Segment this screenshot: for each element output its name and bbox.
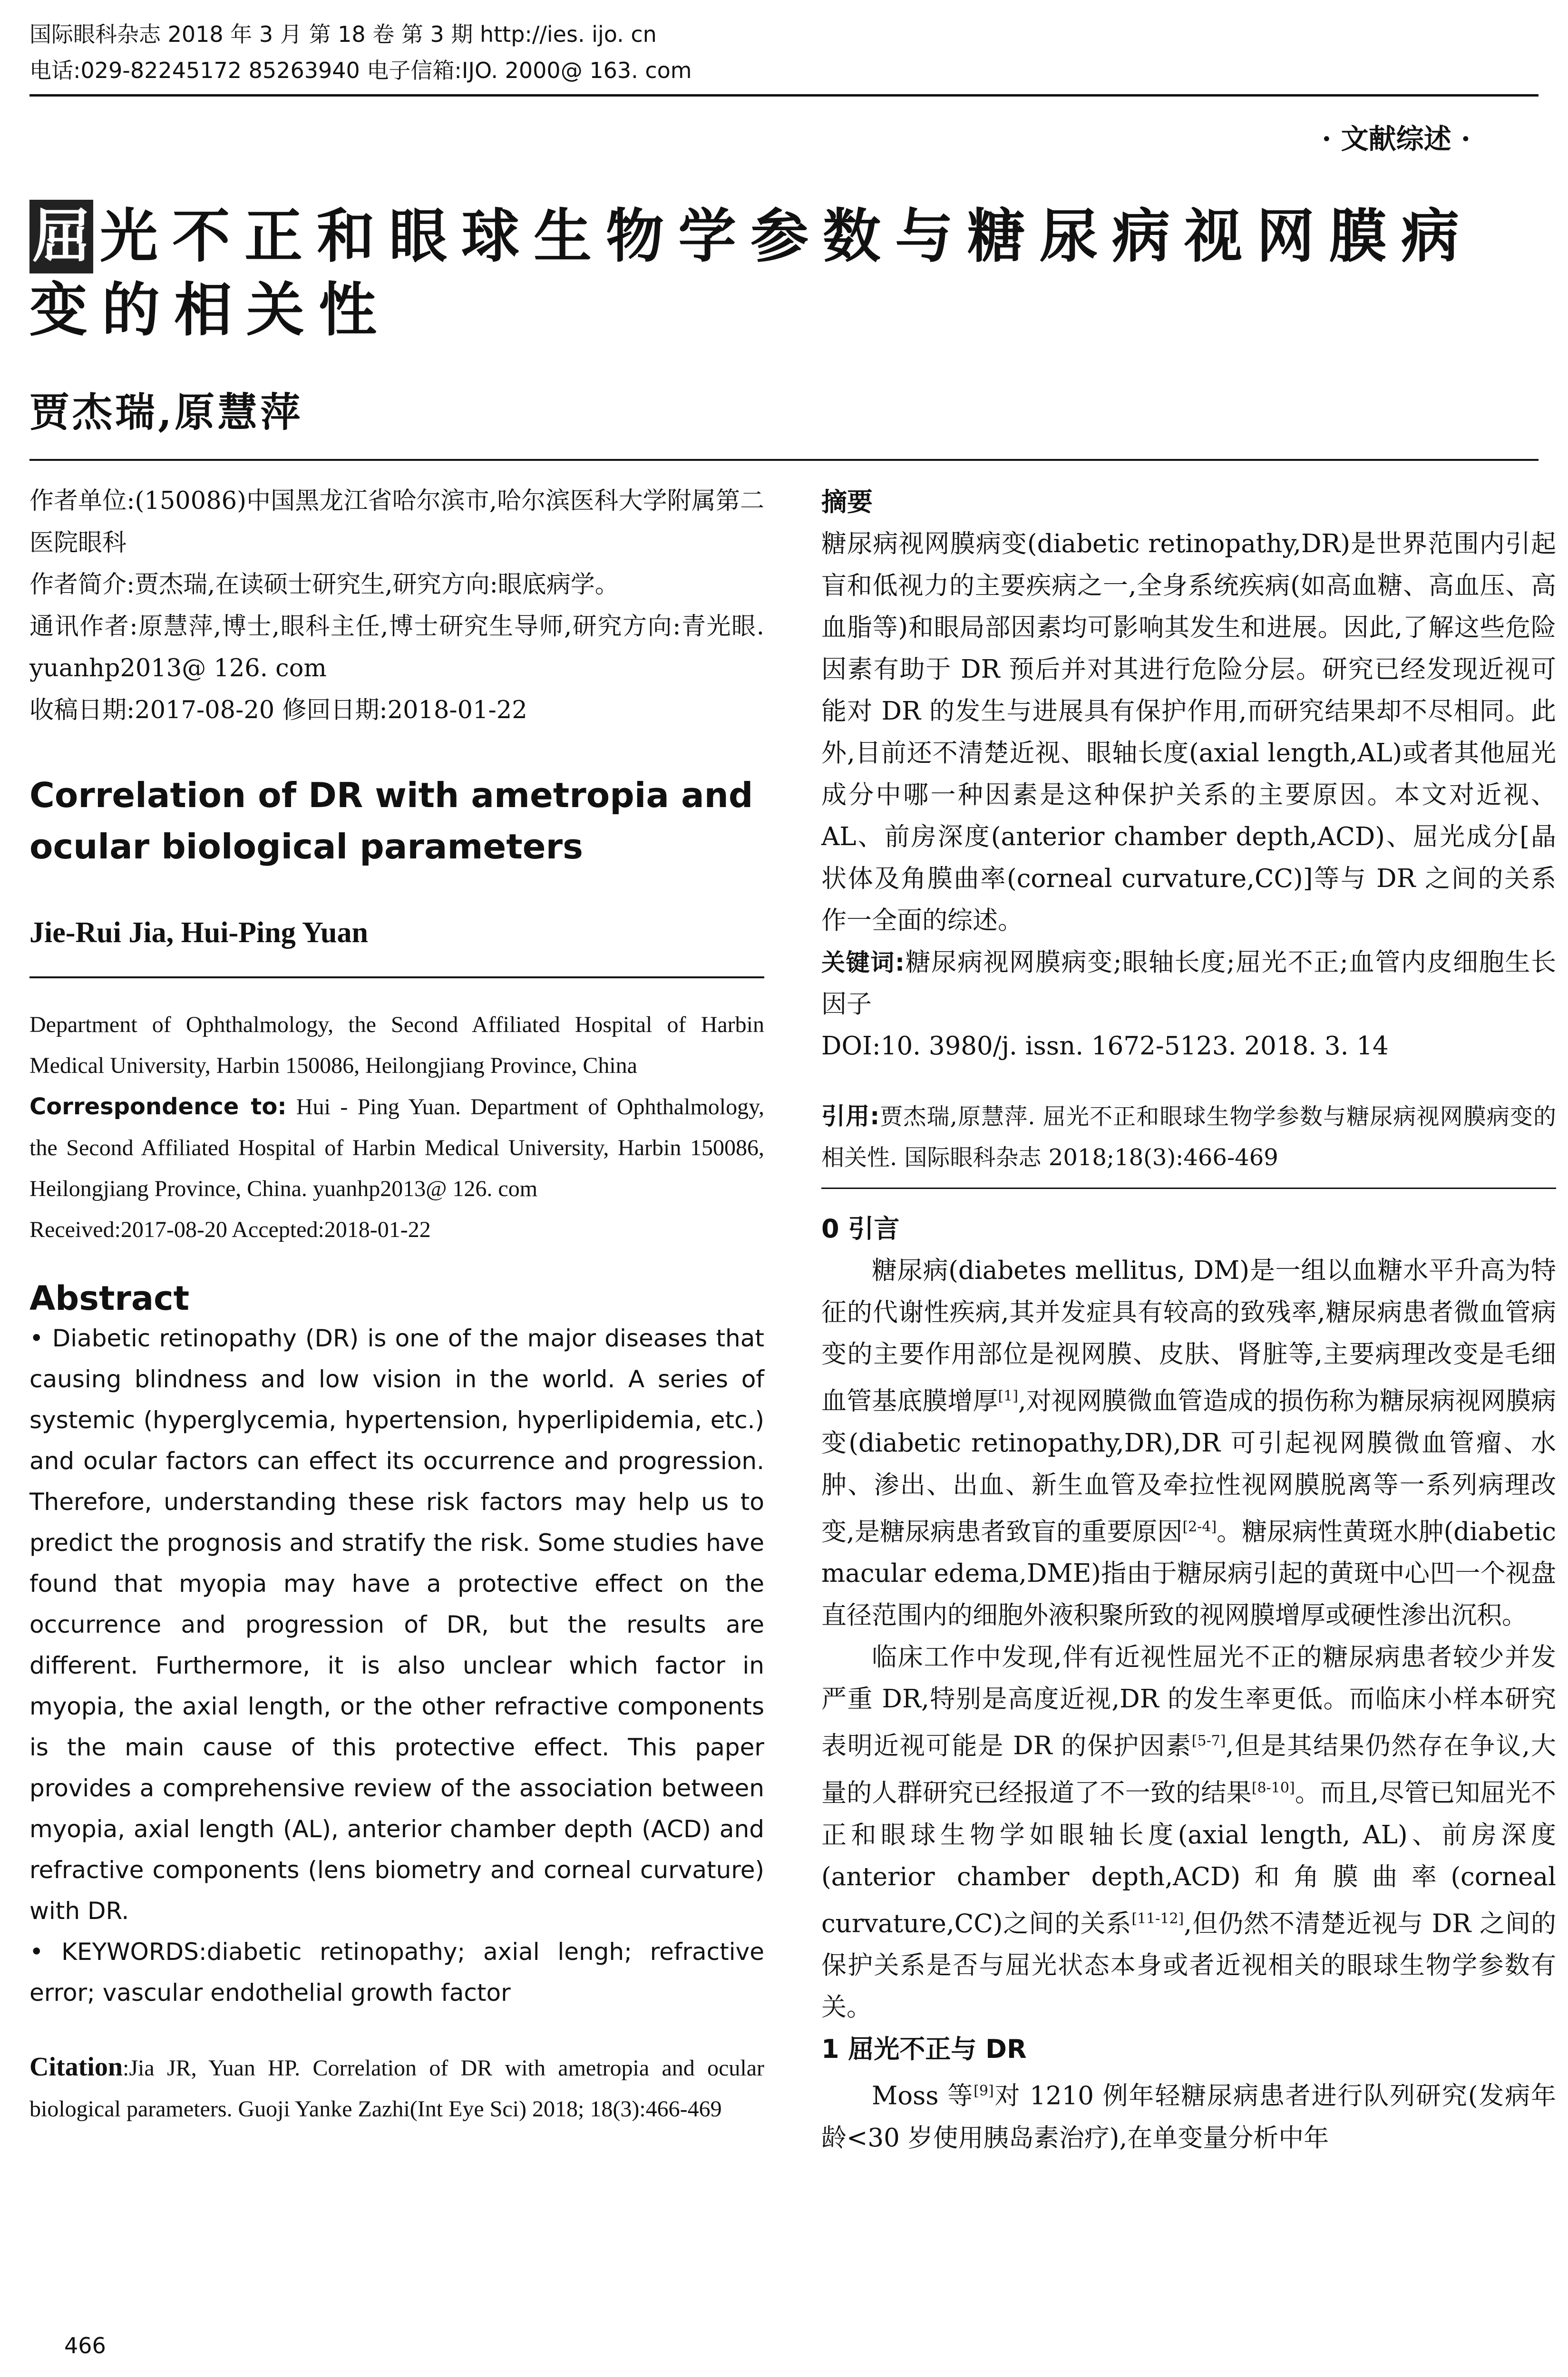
title-rest: 光不正和眼球生物学参数与糖尿病视网膜病变的相关性 — [29, 203, 1473, 344]
ref-2: [2-4] — [1182, 1518, 1217, 1535]
abstract-cn: 糖尿病视网膜病变(diabetic retinopathy,DR)是世界范围内引起盲和低视力的主要疾病之一,全身系统疾病(如高血糖、高血压、高血脂等)和眼局部因素均可影响其发生和进展。因此,了解这些危险因素有助于 DR 预后并对其进行危险分层。研究已经发现近视可能对 DR 的发生与进展具有保护作用,而研究结果却不尽相同。此外,目前还不清楚近视、眼轴长度(axial length,AL)或者其他屈光成分中哪一种因素是这种保护关系的主要原因。本文对近视、AL、前房深度(anterior chamber depth,ACD)、屈光成分[晶状体及角膜曲率(corneal curvature,CC)]等与 DR 之间的关系作一全面的综述。 — [821, 529, 1556, 935]
department-en: Department of Ophthalmology, the Second Affiliated Hospital of Harbin Medical University, Harbin 150086, Heilongjiang Province, China — [29, 1012, 764, 1078]
section1-heading: 1 屈光不正与 DR — [821, 2034, 1027, 2065]
right-column — [821, 481, 1556, 2159]
correspondence-text: Hui - Ping Yuan. Department of Ophthalmology, the Second Affiliated Hospital of Harbin Medical University, Harbin 150086, Heilongjiang Province, China. yuanhp2013@ 126. com — [29, 1094, 764, 1201]
journal-header-line1: 国际眼科杂志 2018 年 3 月 第 18 卷 第 3 期 http://ies. ijo. cn — [29, 21, 657, 47]
citation-label: Citation — [29, 2052, 123, 2082]
abstract-en: • Diabetic retinopathy (DR) is one of the major diseases that causing blindness and low vision in the world. A series of systemic (hyperglycemia, hypertension, hyperlipidemia, etc.) and ocular factors can effect its occurrence and progression. Therefore, understanding these risk factors may help us to predict the prognosis and stratify the risk. Some studies have found that myopia may have a protective effect on the occurrence and progression of DR, but the results are different. Furthermore, it is also unclear which factor in myopia, the axial length, or the other refractive components is the main cause of this protective effect. This paper provides a comprehensive review of the association between myopia, axial length (AL), anterior chamber depth (ACD) and refractive components (lens biometry and corneal curvature) with DR. — [29, 1325, 764, 1925]
authors-cn: 贾杰瑞,原慧萍 — [29, 389, 303, 436]
abstract-cn-heading: 摘要 — [821, 487, 873, 517]
ref-3: [5-7] — [1191, 1733, 1226, 1750]
paper-title — [29, 200, 1537, 347]
corresponding-author: 通讯作者:原慧萍,博士,眼科主任,博士研究生导师,研究方向:青光眼. yuanhp2013@ 126. com — [29, 613, 764, 682]
header-rule — [29, 94, 1539, 97]
intro-paragraph-2: 临床工作中发现,伴有近视性屈光不正的糖尿病患者较少并发严重 DR,特别是高度近视,DR 的发生率更低。而临床小样本研究表明近视可能是 DR 的保护因素[5-7],但是其结果仍然存在争议,大量的人群研究已经报道了不一致的结果[8-10]。而且,尽管已知屈光不正和眼球生物学如眼轴长度(axial length, AL)、前房深度(anterior chamber depth,ACD)和角膜曲率(corneal curvature,CC)之间的关系[11-12],但仍然不清楚近视与 DR 之间的保护关系是否与屈光状态本身或者近视相关的眼球生物学参数有关。 — [821, 1643, 1556, 2022]
intro-heading: 0 引言 — [821, 1214, 900, 1244]
received-dates-cn: 收稿日期:2017-08-20 修回日期:2018-01-22 — [29, 696, 527, 724]
citation-text: :Jia JR, Yuan HP. Correlation of DR with ametropia and ocular biological parameters. Guoji Yanke Zazhi(Int Eye Sci) 2018; 18(3):466-469 — [29, 2056, 764, 2122]
author-bio: 作者简介:贾杰瑞,在读硕士研究生,研究方向:眼底病学。 — [29, 571, 619, 599]
abstract-heading: Abstract — [29, 1279, 190, 1318]
correspondence-label: Correspondence to: — [29, 1093, 287, 1120]
ref-6: [9] — [974, 2083, 994, 2100]
keywords-cn — [821, 942, 1556, 1025]
cite-cn — [821, 1096, 1556, 1178]
ref-5: [11-12] — [1131, 1910, 1184, 1927]
intro-paragraph-1: 糖尿病(diabetes mellitus, DM)是一组以血糖水平升高为特征的代谢性疾病,其并发症具有较高的致残率,糖尿病患者微血管病变的主要作用部位是视网膜、皮肤、肾脏等,主要病理改变是毛细血管基底膜增厚[1],对视网膜微血管造成的损伤称为糖尿病视网膜病变(diabetic retinopathy,DR),DR 可引起视网膜微血管瘤、水肿、渗出、出血、新生血管及牵拉性视网膜脱离等一系列病理改变,是糖尿病患者致盲的重要原因[2-4]。糖尿病性黄斑水肿(diabetic macular edema,DME)指由于糖尿病引起的黄斑中心凹一个视盘直径范围内的细胞外液积聚所致的视网膜增厚或硬性渗出沉积。 — [821, 1256, 1556, 1630]
section1-paragraph: Moss 等[9]对 1210 例年轻糖尿病患者进行队列研究(发病年龄<30 岁使用胰岛素治疗),在单变量分析中年 — [821, 2081, 1556, 2153]
authors-rule — [29, 976, 764, 978]
correspondence-en — [29, 1086, 764, 1209]
keywords-cn-text: 糖尿病视网膜病变;眼轴长度;屈光不正;血管内皮细胞生长因子 — [821, 948, 1556, 1019]
page-number: 466 — [64, 2333, 106, 2358]
title-rule — [29, 459, 1539, 461]
keywords-en: • KEYWORDS:diabetic retinopathy; axial lengh; refractive error; vascular endothelial growth factor — [29, 1938, 764, 2007]
ref-1: [1] — [998, 1388, 1018, 1404]
citation-en — [29, 2046, 764, 2130]
journal-header-line2: 电话:029-82245172 85263940 电子信箱:IJO. 2000@ 163. com — [29, 58, 692, 83]
doi: DOI:10. 3980/j. issn. 1672-5123. 2018. 3. 14 — [821, 1032, 1389, 1061]
received-dates-en: Received:2017-08-20 Accepted:2018-01-22 — [29, 1217, 431, 1242]
english-authors: Jie-Rui Jia, Hui-Ping Yuan — [29, 916, 369, 949]
author-affiliation: 作者单位:(150086)中国黑龙江省哈尔滨市,哈尔滨医科大学附属第二医院眼科 — [29, 487, 764, 557]
cite-rule — [821, 1188, 1556, 1189]
title-first-char: 屈 — [29, 200, 93, 273]
cite-cn-label: 引用: — [821, 1102, 880, 1130]
english-title: Correlation of DR with ametropia and ocular biological parameters — [29, 775, 753, 867]
keywords-cn-label: 关键词: — [821, 949, 905, 976]
cite-cn-text: 贾杰瑞,原慧萍. 屈光不正和眼球生物学参数与糖尿病视网膜病变的相关性. 国际眼科杂志 2018;18(3):466-469 — [821, 1103, 1556, 1171]
section-tag: · 文献综述 · — [1322, 123, 1471, 155]
ref-4: [8-10] — [1251, 1779, 1295, 1796]
left-column — [29, 480, 764, 2130]
